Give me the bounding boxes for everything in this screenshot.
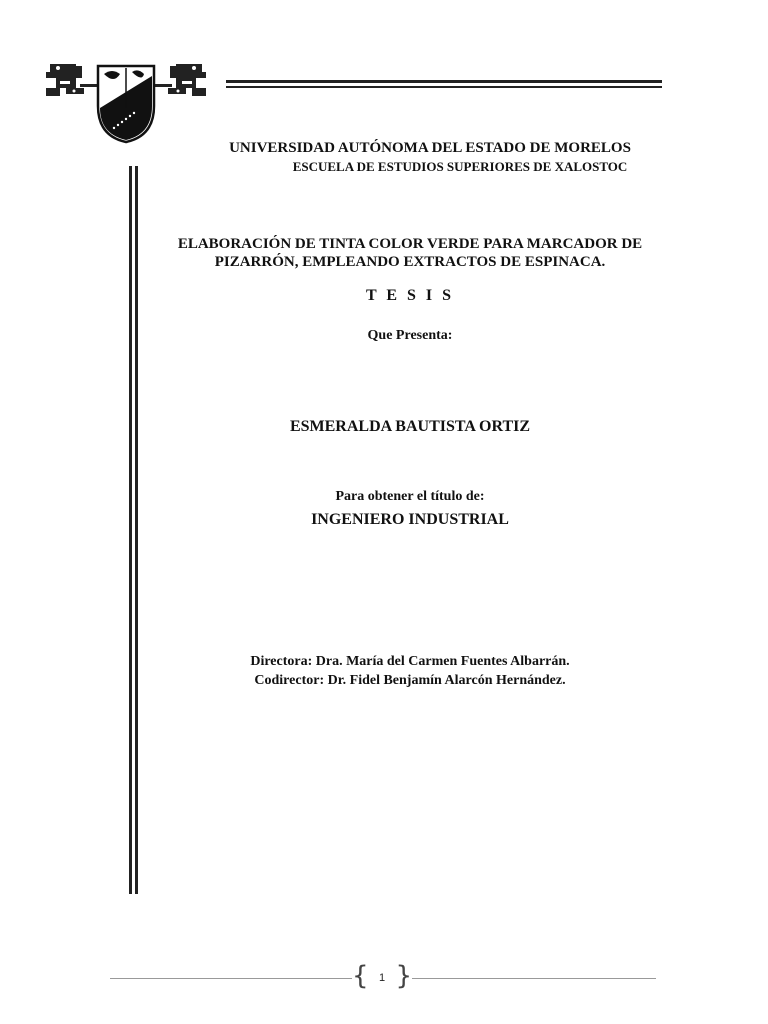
advisors	[170, 652, 650, 690]
thesis-title-line-2: PIZARRÓN, EMPLEANDO EXTRACTOS DE ESPINACA.	[214, 254, 606, 270]
university-crest-icon	[44, 58, 208, 144]
school-name: ESCUELA DE ESTUDIOS SUPERIORES DE XALOSTOC	[292, 159, 628, 174]
director-line: Directora: Dra. María del Carmen Fuentes Albarrán.	[250, 654, 570, 669]
degree-intro: Para obtener el título de:	[335, 489, 485, 504]
right-brace-icon: }	[395, 961, 412, 991]
page-number: 1	[378, 972, 386, 984]
document-type: T E S I S	[365, 287, 455, 304]
page-number-box	[352, 961, 412, 992]
thesis-title-line-1: ELABORACIÓN DE TINTA COLOR VERDE PARA MARCADOR DE	[177, 236, 643, 252]
header-rule	[226, 80, 662, 90]
author-name: ESMERALDA BAUTISTA ORTIZ	[289, 418, 531, 435]
university-name: UNIVERSIDAD AUTÓNOMA DEL ESTADO DE MORELOS	[229, 140, 631, 156]
presented-by-label: Que Presenta:	[367, 328, 453, 343]
left-brace-icon: {	[352, 961, 369, 991]
degree-title: INGENIERO INDUSTRIAL	[311, 511, 509, 528]
left-margin-rule	[129, 166, 141, 894]
thesis-title	[150, 235, 670, 271]
codirector-line: Codirector: Dr. Fidel Benjamín Alarcón Hernández.	[254, 673, 566, 688]
